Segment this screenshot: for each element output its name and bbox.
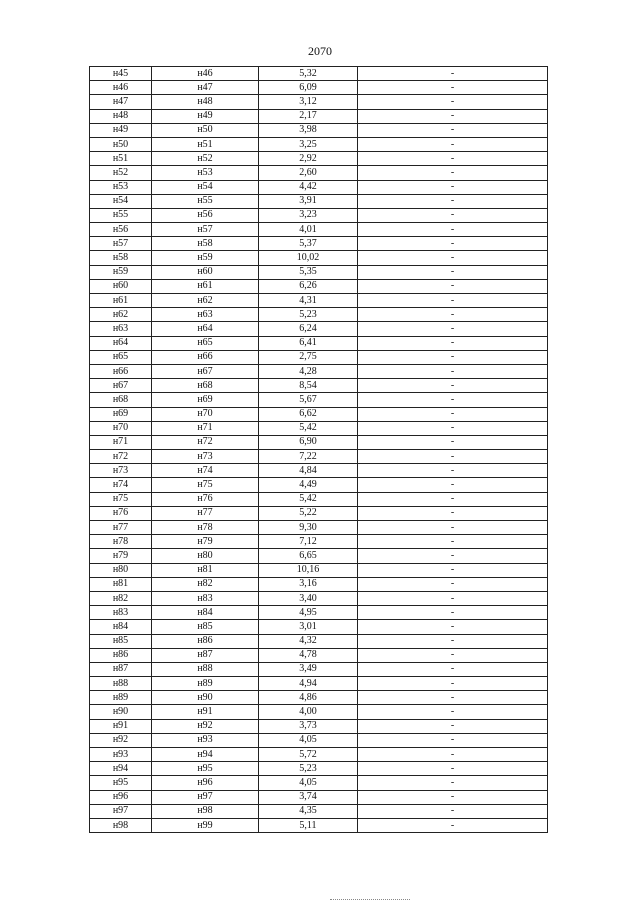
note-cell: - <box>358 294 548 308</box>
from-point-cell: н56 <box>90 223 152 237</box>
from-point-cell: н57 <box>90 237 152 251</box>
from-point-cell: н62 <box>90 308 152 322</box>
from-point-cell: н55 <box>90 208 152 222</box>
from-point-cell: н51 <box>90 152 152 166</box>
table-row <box>90 464 548 478</box>
from-point-cell: н58 <box>90 251 152 265</box>
to-point-cell: н81 <box>152 563 259 577</box>
to-point-cell: н52 <box>152 152 259 166</box>
segment-length-cell: 5,11 <box>259 818 358 832</box>
to-point-cell: н66 <box>152 350 259 364</box>
table-row <box>90 223 548 237</box>
note-cell: - <box>358 336 548 350</box>
segment-length-cell: 5,22 <box>259 506 358 520</box>
from-point-cell: н70 <box>90 421 152 435</box>
page-number: 2070 <box>308 44 332 58</box>
from-point-cell: н87 <box>90 662 152 676</box>
from-point-cell: н47 <box>90 95 152 109</box>
from-point-cell: н85 <box>90 634 152 648</box>
from-point-cell: н48 <box>90 109 152 123</box>
note-cell: - <box>358 549 548 563</box>
segment-length-cell: 6,62 <box>259 407 358 421</box>
to-point-cell: н63 <box>152 308 259 322</box>
to-point-cell: н62 <box>152 294 259 308</box>
to-point-cell: н65 <box>152 336 259 350</box>
to-point-cell: н98 <box>152 804 259 818</box>
table-row <box>90 549 548 563</box>
to-point-cell: н89 <box>152 677 259 691</box>
to-point-cell: н72 <box>152 435 259 449</box>
from-point-cell: н86 <box>90 648 152 662</box>
segment-length-cell: 9,30 <box>259 521 358 535</box>
to-point-cell: н59 <box>152 251 259 265</box>
to-point-cell: н88 <box>152 662 259 676</box>
note-cell: - <box>358 180 548 194</box>
table-row <box>90 563 548 577</box>
to-point-cell: н79 <box>152 535 259 549</box>
note-cell: - <box>358 407 548 421</box>
segment-length-cell: 2,17 <box>259 109 358 123</box>
to-point-cell: н71 <box>152 421 259 435</box>
segment-length-cell: 5,35 <box>259 265 358 279</box>
note-cell: - <box>358 223 548 237</box>
note-cell: - <box>358 521 548 535</box>
from-point-cell: н84 <box>90 620 152 634</box>
segment-length-cell: 3,73 <box>259 719 358 733</box>
note-cell: - <box>358 166 548 180</box>
to-point-cell: н50 <box>152 123 259 137</box>
to-point-cell: н69 <box>152 393 259 407</box>
note-cell: - <box>358 634 548 648</box>
table-row <box>90 733 548 747</box>
to-point-cell: н93 <box>152 733 259 747</box>
to-point-cell: н49 <box>152 109 259 123</box>
to-point-cell: н77 <box>152 506 259 520</box>
segment-length-cell: 10,16 <box>259 563 358 577</box>
to-point-cell: н60 <box>152 265 259 279</box>
from-point-cell: н77 <box>90 521 152 535</box>
table-row <box>90 336 548 350</box>
segment-length-cell: 4,78 <box>259 648 358 662</box>
table-row <box>90 620 548 634</box>
note-cell: - <box>358 492 548 506</box>
to-point-cell: н57 <box>152 223 259 237</box>
from-point-cell: н89 <box>90 691 152 705</box>
table-row <box>90 279 548 293</box>
from-point-cell: н78 <box>90 535 152 549</box>
segment-length-cell: 4,84 <box>259 464 358 478</box>
note-cell: - <box>358 648 548 662</box>
segment-length-cell: 5,67 <box>259 393 358 407</box>
table-row <box>90 648 548 662</box>
segment-length-cell: 4,49 <box>259 478 358 492</box>
note-cell: - <box>358 563 548 577</box>
to-point-cell: н84 <box>152 606 259 620</box>
note-cell: - <box>358 364 548 378</box>
table-row <box>90 407 548 421</box>
table-row <box>90 818 548 832</box>
segment-length-cell: 4,05 <box>259 776 358 790</box>
table-row <box>90 677 548 691</box>
table-row <box>90 762 548 776</box>
segment-length-cell: 6,41 <box>259 336 358 350</box>
to-point-cell: н55 <box>152 194 259 208</box>
segment-length-cell: 3,49 <box>259 662 358 676</box>
note-cell: - <box>358 95 548 109</box>
segment-length-cell: 5,23 <box>259 308 358 322</box>
to-point-cell: н64 <box>152 322 259 336</box>
from-point-cell: н74 <box>90 478 152 492</box>
table-row <box>90 194 548 208</box>
to-point-cell: н80 <box>152 549 259 563</box>
segment-length-cell: 5,23 <box>259 762 358 776</box>
segment-length-cell: 5,72 <box>259 748 358 762</box>
note-cell: - <box>358 421 548 435</box>
table-row <box>90 166 548 180</box>
note-cell: - <box>358 606 548 620</box>
boundary-segments-table <box>89 66 548 833</box>
note-cell: - <box>358 251 548 265</box>
from-point-cell: н68 <box>90 393 152 407</box>
note-cell: - <box>358 350 548 364</box>
note-cell: - <box>358 308 548 322</box>
note-cell: - <box>358 705 548 719</box>
note-cell: - <box>358 194 548 208</box>
to-point-cell: н87 <box>152 648 259 662</box>
segment-length-cell: 3,01 <box>259 620 358 634</box>
note-cell: - <box>358 748 548 762</box>
to-point-cell: н95 <box>152 762 259 776</box>
table-row <box>90 591 548 605</box>
to-point-cell: н97 <box>152 790 259 804</box>
table-row <box>90 109 548 123</box>
note-cell: - <box>358 237 548 251</box>
from-point-cell: н46 <box>90 81 152 95</box>
segment-length-cell: 6,90 <box>259 435 358 449</box>
to-point-cell: н82 <box>152 577 259 591</box>
table-row <box>90 237 548 251</box>
to-point-cell: н70 <box>152 407 259 421</box>
table-row <box>90 180 548 194</box>
to-point-cell: н67 <box>152 364 259 378</box>
from-point-cell: н98 <box>90 818 152 832</box>
from-point-cell: н63 <box>90 322 152 336</box>
to-point-cell: н53 <box>152 166 259 180</box>
table-row <box>90 81 548 95</box>
note-cell: - <box>358 478 548 492</box>
segment-length-cell: 3,25 <box>259 137 358 151</box>
from-point-cell: н92 <box>90 733 152 747</box>
from-point-cell: н69 <box>90 407 152 421</box>
segment-length-cell: 6,09 <box>259 81 358 95</box>
to-point-cell: н47 <box>152 81 259 95</box>
table-row <box>90 634 548 648</box>
note-cell: - <box>358 677 548 691</box>
segment-length-cell: 5,37 <box>259 237 358 251</box>
table-row <box>90 719 548 733</box>
table-row <box>90 322 548 336</box>
segment-length-cell: 5,42 <box>259 492 358 506</box>
from-point-cell: н65 <box>90 350 152 364</box>
note-cell: - <box>358 123 548 137</box>
from-point-cell: н53 <box>90 180 152 194</box>
segment-length-cell: 5,42 <box>259 421 358 435</box>
table-row <box>90 577 548 591</box>
to-point-cell: н86 <box>152 634 259 648</box>
segment-length-cell: 4,31 <box>259 294 358 308</box>
to-point-cell: н78 <box>152 521 259 535</box>
to-point-cell: н48 <box>152 95 259 109</box>
table-row <box>90 705 548 719</box>
note-cell: - <box>358 464 548 478</box>
segment-length-cell: 2,60 <box>259 166 358 180</box>
to-point-cell: н83 <box>152 591 259 605</box>
segment-length-cell: 3,12 <box>259 95 358 109</box>
from-point-cell: н76 <box>90 506 152 520</box>
segment-length-cell: 8,54 <box>259 379 358 393</box>
to-point-cell: н54 <box>152 180 259 194</box>
table-row <box>90 294 548 308</box>
table-row <box>90 265 548 279</box>
table-row <box>90 492 548 506</box>
table-row <box>90 364 548 378</box>
from-point-cell: н91 <box>90 719 152 733</box>
note-cell: - <box>358 81 548 95</box>
note-cell: - <box>358 435 548 449</box>
segment-length-cell: 4,35 <box>259 804 358 818</box>
from-point-cell: н64 <box>90 336 152 350</box>
scan-edge-mark <box>330 899 410 900</box>
note-cell: - <box>358 662 548 676</box>
segment-length-cell: 4,00 <box>259 705 358 719</box>
table-row <box>90 393 548 407</box>
from-point-cell: н80 <box>90 563 152 577</box>
to-point-cell: н91 <box>152 705 259 719</box>
table-row <box>90 748 548 762</box>
to-point-cell: н96 <box>152 776 259 790</box>
table-row <box>90 662 548 676</box>
note-cell: - <box>358 577 548 591</box>
table-row <box>90 790 548 804</box>
from-point-cell: н96 <box>90 790 152 804</box>
table-row <box>90 308 548 322</box>
segment-length-cell: 6,26 <box>259 279 358 293</box>
table-row <box>90 95 548 109</box>
to-point-cell: н74 <box>152 464 259 478</box>
note-cell: - <box>358 450 548 464</box>
table-row <box>90 379 548 393</box>
from-point-cell: н94 <box>90 762 152 776</box>
note-cell: - <box>358 790 548 804</box>
to-point-cell: н85 <box>152 620 259 634</box>
segment-length-cell: 2,92 <box>259 152 358 166</box>
to-point-cell: н68 <box>152 379 259 393</box>
note-cell: - <box>358 776 548 790</box>
from-point-cell: н49 <box>90 123 152 137</box>
segment-length-cell: 4,01 <box>259 223 358 237</box>
from-point-cell: н54 <box>90 194 152 208</box>
note-cell: - <box>358 393 548 407</box>
segment-length-cell: 4,94 <box>259 677 358 691</box>
segment-length-cell: 10,02 <box>259 251 358 265</box>
segment-length-cell: 3,98 <box>259 123 358 137</box>
from-point-cell: н79 <box>90 549 152 563</box>
note-cell: - <box>358 804 548 818</box>
note-cell: - <box>358 137 548 151</box>
from-point-cell: н97 <box>90 804 152 818</box>
segment-length-cell: 3,23 <box>259 208 358 222</box>
table-row <box>90 506 548 520</box>
from-point-cell: н90 <box>90 705 152 719</box>
from-point-cell: н93 <box>90 748 152 762</box>
from-point-cell: н66 <box>90 364 152 378</box>
to-point-cell: н75 <box>152 478 259 492</box>
segment-length-cell: 7,22 <box>259 450 358 464</box>
to-point-cell: н92 <box>152 719 259 733</box>
note-cell: - <box>358 208 548 222</box>
to-point-cell: н90 <box>152 691 259 705</box>
to-point-cell: н61 <box>152 279 259 293</box>
table-row <box>90 804 548 818</box>
table-row <box>90 776 548 790</box>
table-row <box>90 123 548 137</box>
table-body <box>90 67 548 833</box>
from-point-cell: н75 <box>90 492 152 506</box>
table-row <box>90 137 548 151</box>
from-point-cell: н45 <box>90 67 152 81</box>
table-row <box>90 152 548 166</box>
from-point-cell: н59 <box>90 265 152 279</box>
note-cell: - <box>358 620 548 634</box>
segment-length-cell: 2,75 <box>259 350 358 364</box>
from-point-cell: н61 <box>90 294 152 308</box>
table-row <box>90 606 548 620</box>
from-point-cell: н81 <box>90 577 152 591</box>
segment-length-cell: 6,65 <box>259 549 358 563</box>
to-point-cell: н73 <box>152 450 259 464</box>
segment-length-cell: 4,95 <box>259 606 358 620</box>
segment-length-cell: 5,32 <box>259 67 358 81</box>
segment-length-cell: 4,32 <box>259 634 358 648</box>
table-row <box>90 521 548 535</box>
note-cell: - <box>358 733 548 747</box>
note-cell: - <box>358 591 548 605</box>
from-point-cell: н82 <box>90 591 152 605</box>
table-row <box>90 350 548 364</box>
table-row <box>90 208 548 222</box>
note-cell: - <box>358 109 548 123</box>
segment-length-cell: 4,86 <box>259 691 358 705</box>
to-point-cell: н46 <box>152 67 259 81</box>
to-point-cell: н76 <box>152 492 259 506</box>
table-row <box>90 691 548 705</box>
table-row <box>90 67 548 81</box>
table-row <box>90 450 548 464</box>
segment-length-cell: 3,74 <box>259 790 358 804</box>
from-point-cell: н72 <box>90 450 152 464</box>
note-cell: - <box>358 152 548 166</box>
from-point-cell: н67 <box>90 379 152 393</box>
table-row <box>90 251 548 265</box>
note-cell: - <box>358 719 548 733</box>
to-point-cell: н56 <box>152 208 259 222</box>
segment-length-cell: 7,12 <box>259 535 358 549</box>
to-point-cell: н51 <box>152 137 259 151</box>
note-cell: - <box>358 379 548 393</box>
to-point-cell: н94 <box>152 748 259 762</box>
segment-length-cell: 4,42 <box>259 180 358 194</box>
from-point-cell: н73 <box>90 464 152 478</box>
note-cell: - <box>358 535 548 549</box>
to-point-cell: н99 <box>152 818 259 832</box>
from-point-cell: н60 <box>90 279 152 293</box>
note-cell: - <box>358 265 548 279</box>
from-point-cell: н88 <box>90 677 152 691</box>
table-row <box>90 535 548 549</box>
note-cell: - <box>358 279 548 293</box>
segment-length-cell: 4,28 <box>259 364 358 378</box>
from-point-cell: н95 <box>90 776 152 790</box>
from-point-cell: н52 <box>90 166 152 180</box>
note-cell: - <box>358 762 548 776</box>
segment-length-cell: 3,16 <box>259 577 358 591</box>
note-cell: - <box>358 322 548 336</box>
from-point-cell: н50 <box>90 137 152 151</box>
table-row <box>90 421 548 435</box>
from-point-cell: н71 <box>90 435 152 449</box>
note-cell: - <box>358 506 548 520</box>
note-cell: - <box>358 818 548 832</box>
from-point-cell: н83 <box>90 606 152 620</box>
segment-length-cell: 4,05 <box>259 733 358 747</box>
segment-length-cell: 3,91 <box>259 194 358 208</box>
note-cell: - <box>358 691 548 705</box>
note-cell: - <box>358 67 548 81</box>
table-row <box>90 478 548 492</box>
segment-length-cell: 3,40 <box>259 591 358 605</box>
to-point-cell: н58 <box>152 237 259 251</box>
table-row <box>90 435 548 449</box>
segment-length-cell: 6,24 <box>259 322 358 336</box>
